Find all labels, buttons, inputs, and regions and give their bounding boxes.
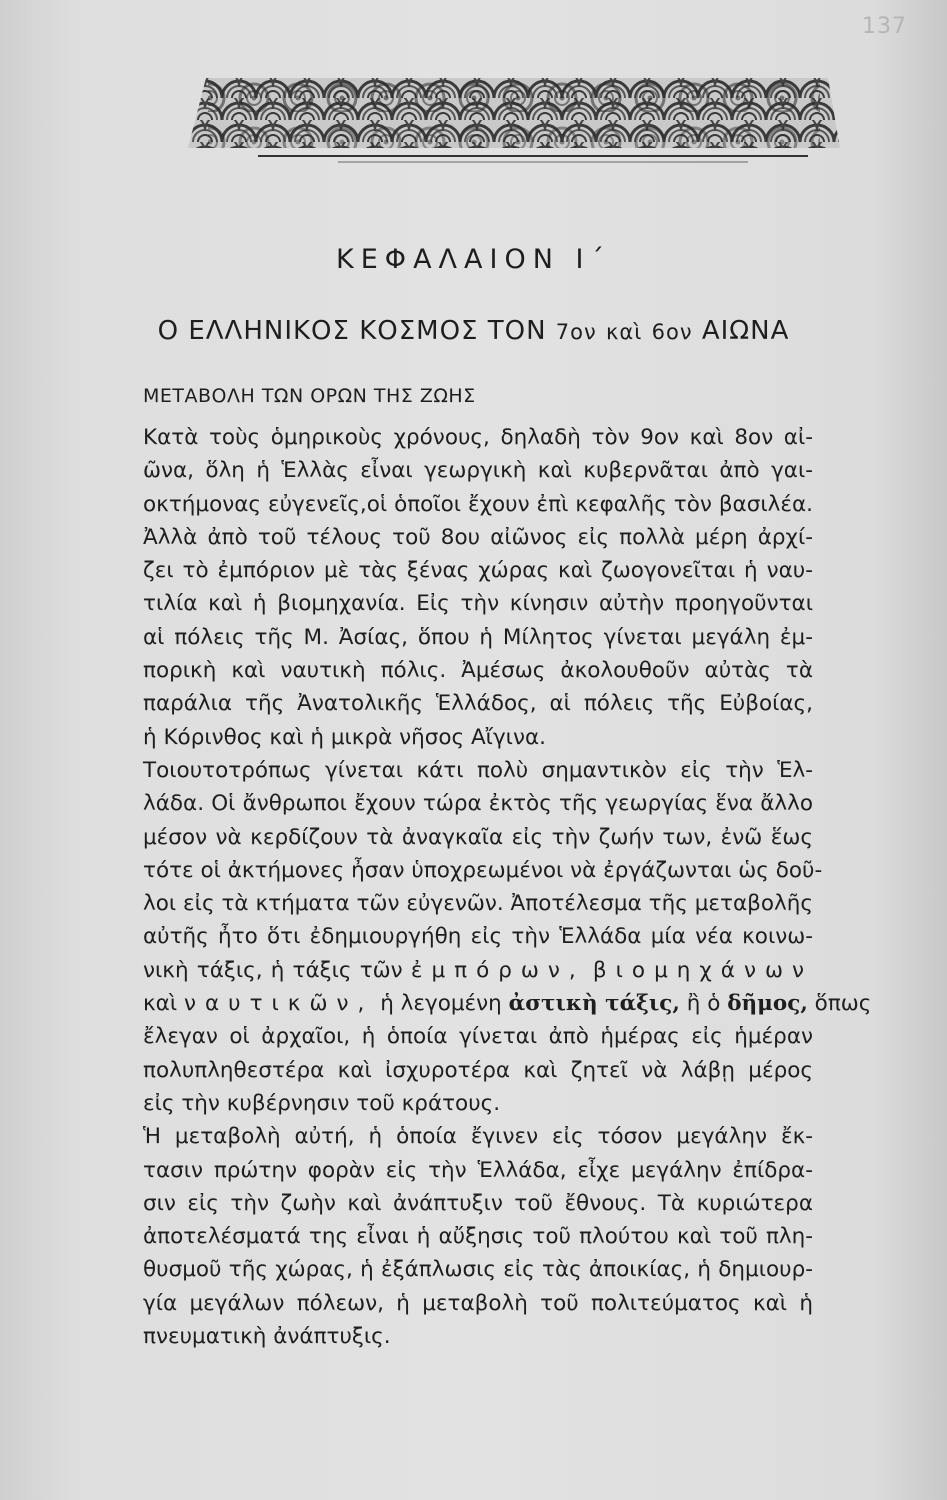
text-line: ζει τὸ ἐμπόριον μὲ τὰς ξένας χώρας καὶ ζωογονεῖται ἡ ναυ- (143, 558, 813, 584)
text-line: λάδα. Οἱ ἄνθρωποι ἔχουν τώρα ἐκτὸς τῆς γεωργίας ἕνα ἄλλο (143, 791, 813, 817)
chapter-title (0, 316, 947, 346)
page-number: 137 (862, 14, 907, 39)
spaced-emphasis: ἐμπόρων, (410, 957, 585, 983)
text-span: νικὴ τάξις, ἡ τάξις τῶν (143, 957, 403, 983)
body-text (143, 421, 872, 1353)
text-line (143, 987, 872, 1020)
bold-term: δῆμος, (727, 991, 808, 1017)
text-line: πορικὴ καὶ ναυτικὴ πόλις. Ἀμέσως ἀκολουθοῦν αὐτὰς τὰ (143, 658, 813, 684)
text-line: ἀποτελέσματά της εἶναι ἡ αὔξησις τοῦ πλούτου καὶ τοῦ πλη- (143, 1224, 813, 1250)
text-line: τασιν πρώτην φορὰν εἰς τὴν Ἑλλάδα, εἶχε μεγάλην ἐπίδρα- (143, 1157, 813, 1183)
title-part: Ο ΕΛΛΗΝΙΚΟΣ ΚΟΣΜΟΣ ΤΟΝ (157, 316, 547, 346)
text-line: αὐτῆς ἦτο ὅτι ἐδημιουργήθη εἰς τὴν Ἑλλάδα μία νέα κοινω- (143, 924, 813, 950)
title-part: 7ον (555, 320, 597, 344)
text-line: τότε οἱ ἀκτήμονες ἦσαν ὑποχρεωμένοι νὰ ἐργάζωνται ὡς δοῦ- (143, 857, 823, 883)
text-line: Τοιουτοτρόπως γίνεται κάτι πολὺ σημαντικὸν εἰς τὴν Ἑλ- (143, 757, 813, 783)
title-part: 6ον (651, 320, 693, 344)
bold-term: ἀστικὴ τάξις, (508, 991, 680, 1017)
text-line: πνευματικὴ ἀνάπτυξις. (143, 1324, 391, 1350)
spaced-emphasis: βιομηχάνων (592, 957, 813, 983)
text-line: ἔλεγαν οἱ ἀρχαῖοι, ἡ ὁποία γίνεται ἀπὸ ἡμέρας εἰς ἡμέραν (143, 1024, 813, 1050)
text-line: Κατὰ τοὺς ὁμηρικοὺς χρόνους, δηλαδὴ τὸν 9ον καὶ 8ον αἰ- (143, 425, 813, 450)
text-line: σιν εἰς τὴν ζωὴν καὶ ἀνάπτυξιν τοῦ ἔθνους. Τὰ κυριώτερα (143, 1190, 813, 1216)
text-line: λοι εἰς τὰ κτήματα τῶν εὐγενῶν. Ἀποτέλεσμα τῆς μεταβολῆς (143, 891, 813, 917)
ornamental-header-band (188, 76, 840, 164)
text-line: θυσμοῦ τῆς χώρας, ἡ ἐξάπλωσις εἰς τὰς ἀποικίας, ἡ δημιουρ- (143, 1257, 813, 1283)
text-line: οκτήμονας εὐγενεῖς,οἱ ὁποῖοι ἔχουν ἐπὶ κεφαλῆς τὸν βασιλέα. (143, 491, 813, 517)
text-line: Ἡ μεταβολὴ αὐτή, ἡ ὁποία ἔγινεν εἰς τόσον μεγάλην ἔκ- (143, 1124, 813, 1150)
text-line: γία μεγάλων πόλεων, ἡ μεταβολὴ τοῦ πολιτεύματος καὶ ἡ (143, 1290, 813, 1316)
text-line: πολυπληθεστέρα καὶ ἰσχυροτέρα καὶ ζητεῖ νὰ λάβῃ μέρος (143, 1057, 813, 1083)
section-heading: ΜΕΤΑΒΟΛΗ ΤΩΝ ΟΡΩΝ ΤΗΣ ΖΩΗΣ (143, 385, 476, 407)
title-part: ΑΙΩΝΑ (701, 316, 790, 346)
spaced-emphasis: ναυτικῶν, (183, 991, 374, 1017)
text-line: ἡ Κόρινθος καὶ ἡ μικρὰ νῆσος Αἴγινα. (143, 724, 546, 750)
text-line: Ἀλλὰ ἀπὸ τοῦ τέλους τοῦ 8ου αἰῶνος εἰς πολλὰ μέρη ἀρχί- (143, 524, 813, 550)
text-line: μέσον νὰ κερδίζουν τὰ ἀναγκαῖα εἰς τὴν ζωήν των, ἐνῶ ἕως (143, 824, 813, 850)
text-span: ἡ λεγομένη (380, 991, 502, 1017)
text-line: αἱ πόλεις τῆς Μ. Ἀσίας, ὅπου ἡ Μίλητος γίνεται μεγάλη ἐμ- (143, 624, 813, 650)
text-line (143, 954, 813, 987)
text-line: ῶνα, ὅλη ἡ Ἑλλὰς εἶναι γεωργικὴ καὶ κυβερνᾶται ἀπὸ γαι- (143, 458, 813, 484)
text-span: καὶ (143, 991, 178, 1017)
text-line: παράλια τῆς Ἀνατολικῆς Ἑλλάδος, αἱ πόλεις τῆς Εὐβοίας, (143, 691, 813, 717)
text-span: ὅπως (814, 991, 872, 1017)
text-line: εἰς τὴν κυβέρνησιν τοῦ κράτους. (143, 1090, 501, 1116)
text-span: ἢ ὁ (686, 991, 721, 1017)
text-line: τιλία καὶ ἡ βιομηχανία. Εἰς τὴν κίνησιν αὐτὴν προηγοῦνται (143, 591, 813, 617)
chapter-heading: ΚΕΦΑΛΑΙΟΝ Ι΄ (336, 244, 611, 275)
title-part: καὶ (606, 320, 643, 344)
